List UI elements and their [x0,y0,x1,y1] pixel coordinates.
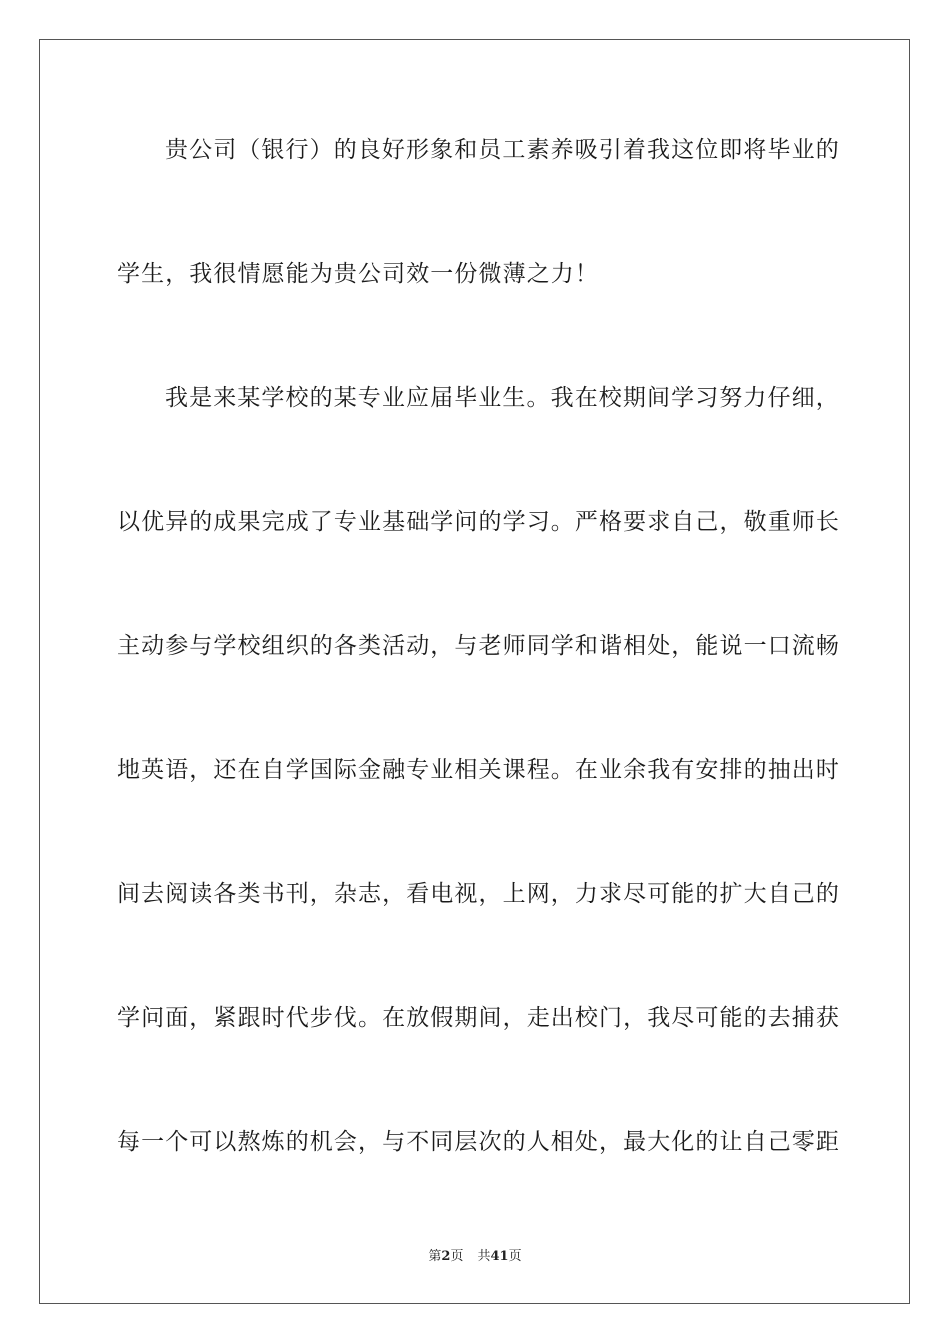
paragraph-2-line-3: 主动参与学校组织的各类活动，与老师同学和谐相处，能说一口流畅 [117,633,840,659]
page-border [39,39,910,1304]
page-footer [0,1248,950,1266]
paragraph-1-line-2: 学生，我很情愿能为贵公司效一份微薄之力！ [117,261,599,287]
total-label-suffix: 页 [508,1249,522,1264]
paragraph-2-line-5: 间去阅读各类书刊，杂志，看电视，上网，力求尽可能的扩大自己的 [117,881,840,907]
paragraph-2-line-1: 我是来某学校的某专业应届毕业生。我在校期间学习努力仔细， [165,385,840,411]
page-number: 2 [441,1249,451,1264]
paragraph-1-line-1: 贵公司（银行）的良好形象和员工素养吸引着我这位即将毕业的 [165,137,840,163]
paragraph-2-line-7: 每一个可以熬炼的机会，与不同层次的人相处，最大化的让自己零距 [117,1129,840,1155]
page-label-suffix: 页 [450,1249,464,1264]
paragraph-2-line-4: 地英语，还在自学国际金融专业相关课程。在业余我有安排的抽出时 [117,757,840,783]
page-label-prefix: 第 [428,1249,442,1264]
total-pages: 41 [490,1249,509,1264]
paragraph-2-line-2: 以优异的成果完成了专业基础学问的学习。严格要求自己，敬重师长 [117,509,840,535]
total-label-prefix: 共 [477,1249,491,1264]
paragraph-2-line-6: 学问面，紧跟时代步伐。在放假期间，走出校门，我尽可能的去捕获 [117,1005,840,1031]
